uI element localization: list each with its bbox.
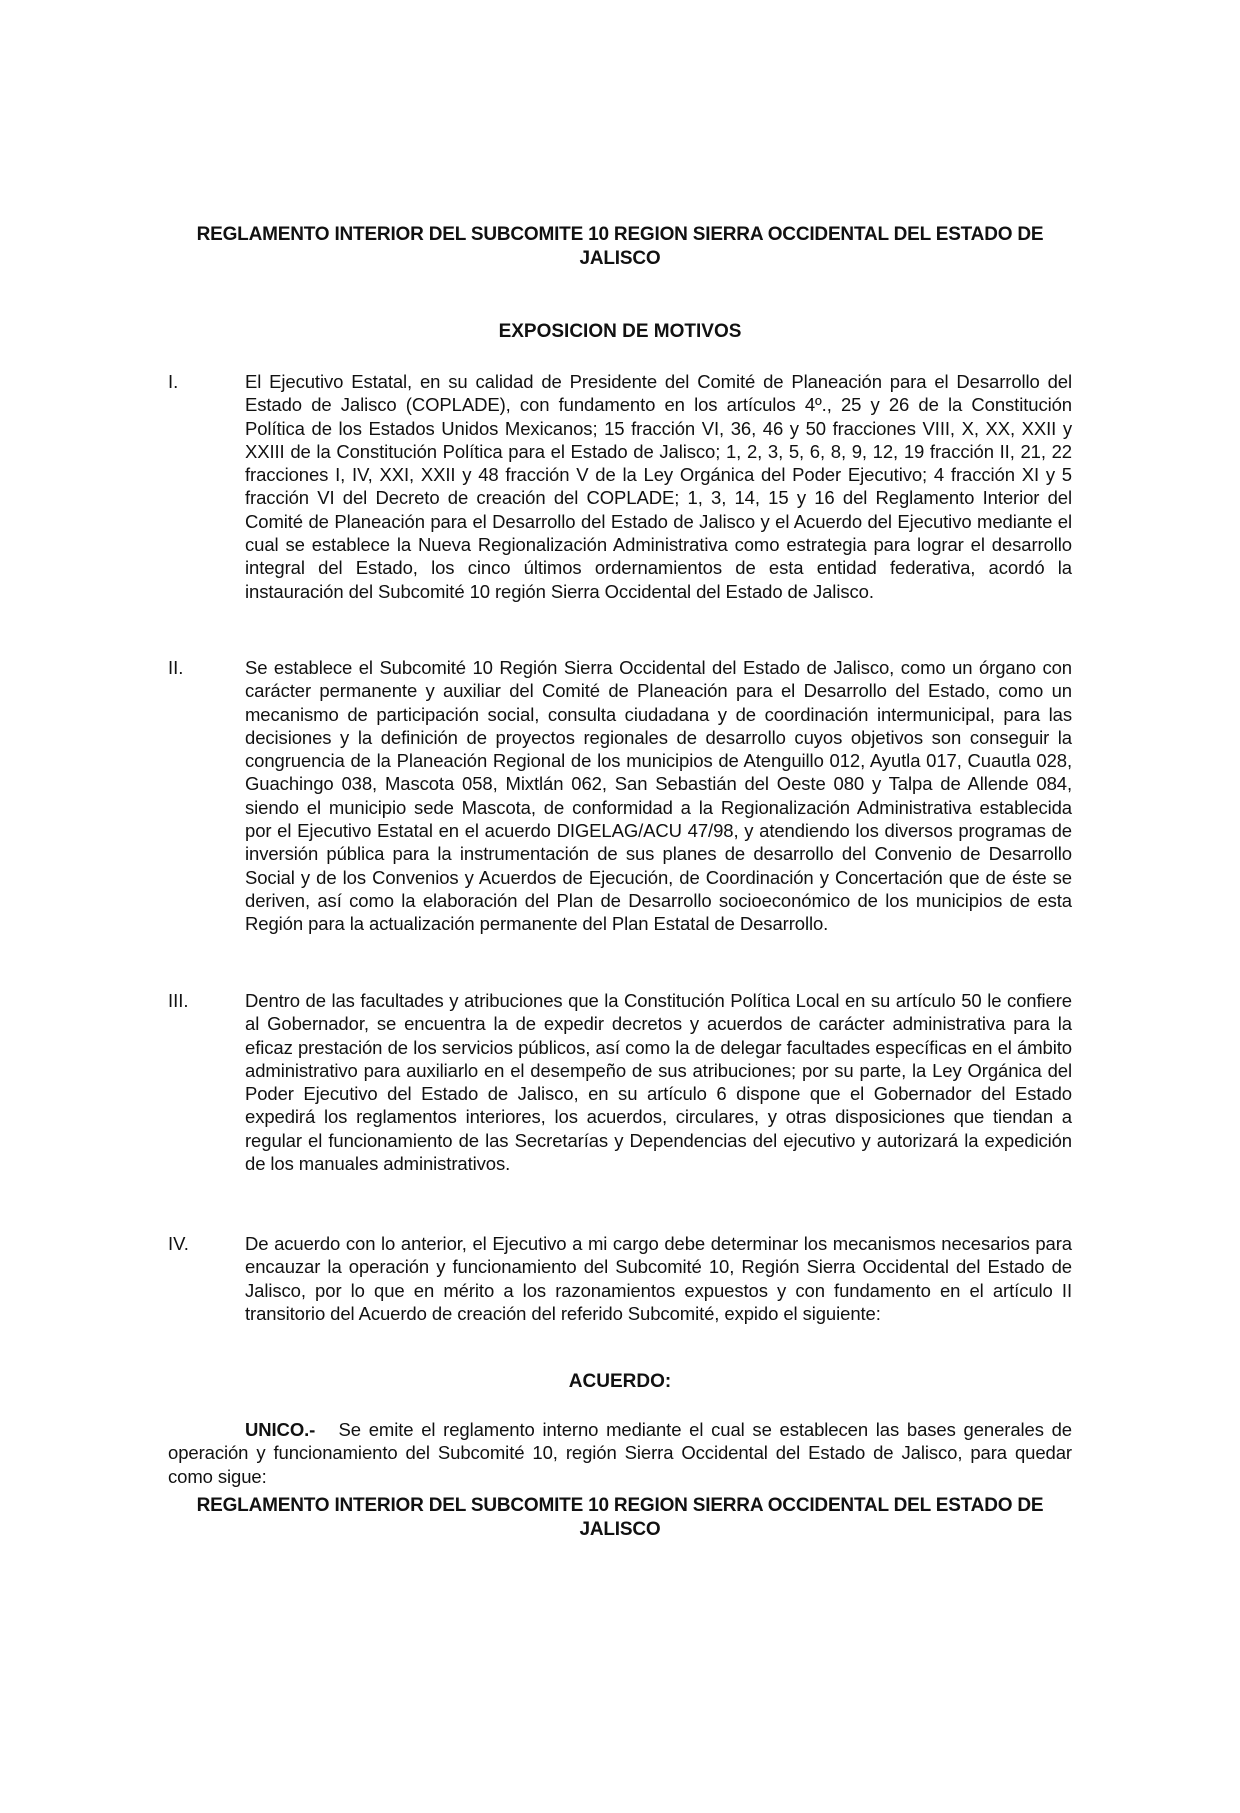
paragraph-number: III. — [168, 990, 189, 1011]
paragraph-text: El Ejecutivo Estatal, en su calidad de Presidente del Comité de Planeación para el Desarrollo del Estado de Jalisco (COPLADE), con fundamento en los artículos 4º., 25 y 26 de la Constitución Política de los Estados Unidos Mexicanos; 15 fracción VI, 36, 46 y 50 fracciones VIII, X, XX, XXII y XXIII de la Constitución Política para el Estado de Jalisco; 1, 2, 3, 5, 6, 8, 9, 12, 19 fracción II, 21, 22 fracciones I, IV, XXI, XXII y 48 fracción V de la Ley Orgánica del Poder Ejecutivo; 4 fracción XI y 5 fracción VI del Decreto de creación del COPLADE; 1, 3, 14, 15 y 16 del Reglamento Interior del Comité de Planeación para el Desarrollo del Estado de Jalisco y el Acuerdo del Ejecutivo mediante el cual se establece la Nueva Regionalización Administrativa como estrategia para lograr el desarrollo integral del Estado, los cinco últimos ordernamientos de esta entidad federativa, acordó la instauración del Subcomité 10 región Sierra Occidental del Estado de Jalisco. — [245, 371, 1072, 602]
paragraph-text: Dentro de las facultades y atribuciones que la Constitución Política Local en su artículo 50 le confiere al Gobernador, se encuentra la de expedir decretos y acuerdos de carácter administrativa para la eficaz prestación de los servicios públicos, así como la de delegar facultades específicas en el ámbito administrativo para auxiliarlo en el desempeño de sus atribuciones; por su parte, la Ley Orgánica del Poder Ejecutivo del Estado de Jalisco, en su artículo 6 dispone que el Gobernador del Estado expedirá los reglamentos interiores, los acuerdos, circulares, y otras disposiciones que tiendan a regular el funcionamiento de las Secretarías y Dependencias del ejecutivo y autorizará la expedición de los manuales administrativos. — [245, 990, 1072, 1175]
paragraph-text: De acuerdo con lo anterior, el Ejecutivo a mi cargo debe determinar los mecanismos necesarios para encauzar la operación y funcionamiento del Subcomité 10, Región Sierra Occidental del Estado de Jalisco, por lo que en mérito a los razonamientos expuestos y con fundamento en el artículo II transitorio del Acuerdo de creación del referido Subcomité, expido el siguiente: — [245, 1233, 1072, 1324]
paragraph-number: II. — [168, 657, 184, 678]
unico-paragraph — [168, 1418, 1072, 1488]
paragraph-text: Se establece el Subcomité 10 Región Sierra Occidental del Estado de Jalisco, como un órgano con carácter permanente y auxiliar del Comité de Planeación para el Desarrollo del Estado, como un mecanismo de participación social, consulta ciudadana y de coordinación intermunicipal, para las decisiones y la definición de proyectos regionales de desarrollo cuyos objetivos son conseguir la congruencia de la Planeación Regional de los municipios de Atenguillo 012, Ayutla 017, Cuautla 028, Guachingo 038, Mascota 058, Mixtlán 062, San Sebastián del Oeste 080 y Talpa de Allende 084, siendo el municipio sede Mascota, de conformidad a la Regionalización Administrativa establecida por el Ejecutivo Estatal en el acuerdo DIGELAG/ACU 47/98, y atendiendo los diversos programas de inversión pública para la instrumentación de sus planes de desarrollo del Convenio de Desarrollo Social y de los Convenios y Acuerdos de Ejecución, de Coordinación y Concertación que de éste se deriven, así como la elaboración del Plan de Desarrollo socioeconómico de los municipios de esta Región para la actualización permanente del Plan Estatal de Desarrollo. — [245, 657, 1072, 935]
paragraph-number: IV. — [168, 1233, 189, 1254]
closing-title: REGLAMENTO INTERIOR DEL SUBCOMITE 10 REGION SIERRA OCCIDENTAL DEL ESTADO DE JALISCO — [196, 1495, 1044, 1540]
document-title: REGLAMENTO INTERIOR DEL SUBCOMITE 10 REGION SIERRA OCCIDENTAL DEL ESTADO DE JALISCO — [196, 224, 1044, 269]
unico-text: Se emite el reglamento interno mediante el cual se establecen las bases generales de operación y funcionamiento del Subcomité 10, región Sierra Occidental del Estado de Jalisco, para quedar como sigue: — [168, 1419, 1072, 1487]
acuerdo-heading: ACUERDO: — [568, 1371, 672, 1392]
unico-lead: UNICO.- — [245, 1419, 316, 1440]
section-heading: EXPOSICION DE MOTIVOS — [498, 321, 742, 342]
paragraph-number: I. — [168, 371, 179, 392]
